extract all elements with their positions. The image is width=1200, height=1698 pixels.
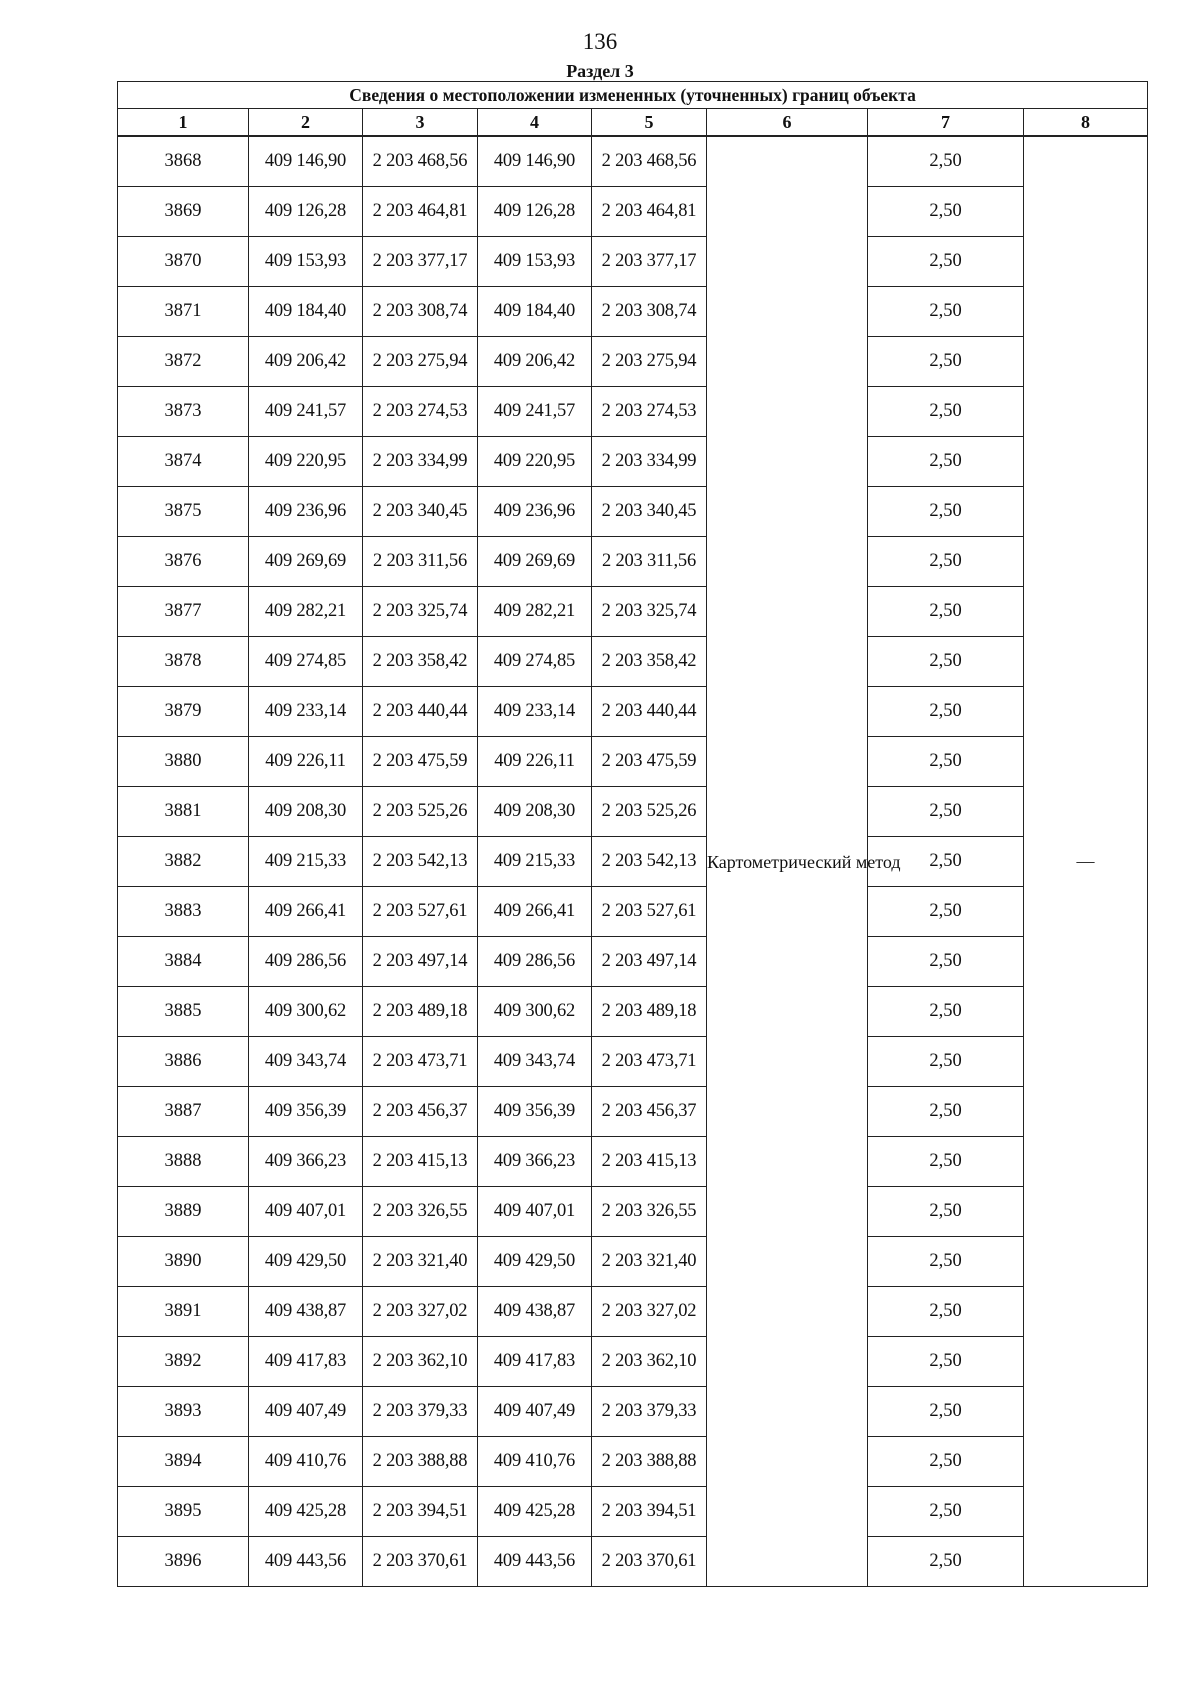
table-row (118, 537, 1148, 587)
x-new-cell: 409 215,33 (478, 837, 592, 887)
x-new-cell: 409 241,57 (478, 387, 592, 437)
accuracy-cell: 2,50 (868, 537, 1024, 587)
x-existing-cell: 409 126,28 (249, 187, 363, 237)
accuracy-cell: 2,50 (868, 587, 1024, 637)
page-number: 136 (582, 29, 618, 54)
accuracy-cell: 2,50 (868, 1337, 1024, 1387)
table-row (118, 487, 1148, 537)
x-existing-cell: 409 241,57 (249, 387, 363, 437)
y-existing-cell: 2 203 327,02 (363, 1287, 478, 1337)
column-number: 3 (363, 109, 478, 137)
y-existing-cell: 2 203 440,44 (363, 687, 478, 737)
table-row (118, 387, 1148, 437)
y-new-cell: 2 203 308,74 (592, 287, 707, 337)
table-row (118, 637, 1148, 687)
x-new-cell: 409 438,87 (478, 1287, 592, 1337)
x-existing-cell: 409 208,30 (249, 787, 363, 837)
y-new-cell: 2 203 456,37 (592, 1087, 707, 1137)
point-number-cell: 3880 (118, 737, 249, 787)
y-new-cell: 2 203 326,55 (592, 1187, 707, 1237)
point-number-cell: 3894 (118, 1437, 249, 1487)
accuracy-cell: 2,50 (868, 637, 1024, 687)
x-new-cell: 409 343,74 (478, 1037, 592, 1087)
table-row (118, 1537, 1148, 1587)
x-new-cell: 409 407,01 (478, 1187, 592, 1237)
y-existing-cell: 2 203 362,10 (363, 1337, 478, 1387)
x-existing-cell: 409 226,11 (249, 737, 363, 787)
y-new-cell: 2 203 362,10 (592, 1337, 707, 1387)
y-new-cell: 2 203 370,61 (592, 1537, 707, 1587)
point-number-cell: 3875 (118, 487, 249, 537)
y-new-cell: 2 203 275,94 (592, 337, 707, 387)
y-new-cell: 2 203 464,81 (592, 187, 707, 237)
method-cell: Картометрический метод (707, 136, 868, 1587)
y-new-cell: 2 203 340,45 (592, 487, 707, 537)
y-existing-cell: 2 203 377,17 (363, 237, 478, 287)
y-new-cell: 2 203 334,99 (592, 437, 707, 487)
point-number-cell: 3883 (118, 887, 249, 937)
point-number-cell: 3885 (118, 987, 249, 1037)
y-new-cell: 2 203 525,26 (592, 787, 707, 837)
y-new-cell: 2 203 327,02 (592, 1287, 707, 1337)
accuracy-cell: 2,50 (868, 837, 1024, 887)
x-existing-cell: 409 274,85 (249, 637, 363, 687)
x-new-cell: 409 236,96 (478, 487, 592, 537)
x-existing-cell: 409 438,87 (249, 1287, 363, 1337)
point-number-cell: 3892 (118, 1337, 249, 1387)
table-row (118, 1437, 1148, 1487)
y-existing-cell: 2 203 468,56 (363, 136, 478, 187)
x-new-cell: 409 443,56 (478, 1537, 592, 1587)
accuracy-cell: 2,50 (868, 937, 1024, 987)
table-row (118, 1487, 1148, 1537)
point-number-cell: 3874 (118, 437, 249, 487)
accuracy-cell: 2,50 (868, 1137, 1024, 1187)
y-new-cell: 2 203 415,13 (592, 1137, 707, 1187)
point-number-cell: 3871 (118, 287, 249, 337)
y-existing-cell: 2 203 311,56 (363, 537, 478, 587)
point-number-cell: 3891 (118, 1287, 249, 1337)
table-row (118, 1287, 1148, 1337)
accuracy-cell: 2,50 (868, 1187, 1024, 1237)
y-existing-cell: 2 203 473,71 (363, 1037, 478, 1087)
x-new-cell: 409 266,41 (478, 887, 592, 937)
x-existing-cell: 409 356,39 (249, 1087, 363, 1137)
point-number-cell: 3887 (118, 1087, 249, 1137)
y-existing-cell: 2 203 370,61 (363, 1537, 478, 1587)
y-existing-cell: 2 203 275,94 (363, 337, 478, 387)
accuracy-cell: 2,50 (868, 387, 1024, 437)
accuracy-cell: 2,50 (868, 887, 1024, 937)
y-new-cell: 2 203 468,56 (592, 136, 707, 187)
description-cell: — (1024, 136, 1148, 1587)
y-existing-cell: 2 203 489,18 (363, 987, 478, 1037)
x-existing-cell: 409 206,42 (249, 337, 363, 387)
table-row (118, 687, 1148, 737)
table-row (118, 737, 1148, 787)
accuracy-cell: 2,50 (868, 987, 1024, 1037)
table-row (118, 187, 1148, 237)
point-number-cell: 3878 (118, 637, 249, 687)
point-number-cell: 3868 (118, 136, 249, 187)
x-new-cell: 409 146,90 (478, 136, 592, 187)
point-number-cell: 3884 (118, 937, 249, 987)
point-number-cell: 3896 (118, 1537, 249, 1587)
accuracy-cell: 2,50 (868, 487, 1024, 537)
table-row (118, 1387, 1148, 1437)
accuracy-cell: 2,50 (868, 237, 1024, 287)
y-existing-cell: 2 203 497,14 (363, 937, 478, 987)
point-number-cell: 3881 (118, 787, 249, 837)
x-existing-cell: 409 417,83 (249, 1337, 363, 1387)
x-new-cell: 409 233,14 (478, 687, 592, 737)
y-existing-cell: 2 203 334,99 (363, 437, 478, 487)
table-body (118, 136, 1148, 1587)
x-new-cell: 409 286,56 (478, 937, 592, 987)
y-existing-cell: 2 203 326,55 (363, 1187, 478, 1237)
point-number-cell: 3882 (118, 837, 249, 887)
x-existing-cell: 409 236,96 (249, 487, 363, 537)
accuracy-cell: 2,50 (868, 1037, 1024, 1087)
y-new-cell: 2 203 377,17 (592, 237, 707, 287)
accuracy-cell: 2,50 (868, 1237, 1024, 1287)
y-new-cell: 2 203 321,40 (592, 1237, 707, 1287)
x-existing-cell: 409 184,40 (249, 287, 363, 337)
accuracy-cell: 2,50 (868, 1287, 1024, 1337)
table-row (118, 287, 1148, 337)
y-new-cell: 2 203 527,61 (592, 887, 707, 937)
x-new-cell: 409 206,42 (478, 337, 592, 387)
accuracy-cell: 2,50 (868, 1387, 1024, 1437)
y-existing-cell: 2 203 379,33 (363, 1387, 478, 1437)
column-number: 4 (478, 109, 592, 137)
column-number: 6 (707, 109, 868, 137)
y-new-cell: 2 203 473,71 (592, 1037, 707, 1087)
accuracy-cell: 2,50 (868, 1437, 1024, 1487)
point-number-cell: 3876 (118, 537, 249, 587)
y-existing-cell: 2 203 308,74 (363, 287, 478, 337)
y-new-cell: 2 203 497,14 (592, 937, 707, 987)
x-new-cell: 409 153,93 (478, 237, 592, 287)
y-new-cell: 2 203 325,74 (592, 587, 707, 637)
accuracy-cell: 2,50 (868, 787, 1024, 837)
y-existing-cell: 2 203 464,81 (363, 187, 478, 237)
x-new-cell: 409 226,11 (478, 737, 592, 787)
x-existing-cell: 409 215,33 (249, 837, 363, 887)
x-existing-cell: 409 233,14 (249, 687, 363, 737)
accuracy-cell: 2,50 (868, 1487, 1024, 1537)
x-new-cell: 409 208,30 (478, 787, 592, 837)
point-number-cell: 3893 (118, 1387, 249, 1437)
accuracy-cell: 2,50 (868, 1087, 1024, 1137)
x-new-cell: 409 366,23 (478, 1137, 592, 1187)
y-existing-cell: 2 203 274,53 (363, 387, 478, 437)
table-row (118, 1087, 1148, 1137)
y-new-cell: 2 203 379,33 (592, 1387, 707, 1437)
x-new-cell: 409 220,95 (478, 437, 592, 487)
coordinates-table (117, 81, 1148, 1587)
y-new-cell: 2 203 440,44 (592, 687, 707, 737)
y-new-cell: 2 203 542,13 (592, 837, 707, 887)
x-existing-cell: 409 220,95 (249, 437, 363, 487)
accuracy-cell: 2,50 (868, 737, 1024, 787)
x-existing-cell: 409 425,28 (249, 1487, 363, 1537)
point-number-cell: 3873 (118, 387, 249, 437)
table-row (118, 1337, 1148, 1387)
point-number-cell: 3870 (118, 237, 249, 287)
x-new-cell: 409 282,21 (478, 587, 592, 637)
table-row (118, 1137, 1148, 1187)
x-new-cell: 409 425,28 (478, 1487, 592, 1537)
column-number: 8 (1024, 109, 1148, 137)
column-number-row (118, 109, 1148, 137)
point-number-cell: 3877 (118, 587, 249, 637)
x-existing-cell: 409 300,62 (249, 987, 363, 1037)
table-caption: Сведения о местоположении измененных (уточненных) границ объекта (118, 82, 1148, 109)
accuracy-cell: 2,50 (868, 136, 1024, 187)
table-row (118, 787, 1148, 837)
table-row (118, 337, 1148, 387)
point-number-cell: 3886 (118, 1037, 249, 1087)
y-existing-cell: 2 203 321,40 (363, 1237, 478, 1287)
x-new-cell: 409 429,50 (478, 1237, 592, 1287)
x-existing-cell: 409 343,74 (249, 1037, 363, 1087)
y-existing-cell: 2 203 456,37 (363, 1087, 478, 1137)
y-new-cell: 2 203 358,42 (592, 637, 707, 687)
y-existing-cell: 2 203 394,51 (363, 1487, 478, 1537)
table-row (118, 587, 1148, 637)
point-number-cell: 3869 (118, 187, 249, 237)
y-new-cell: 2 203 475,59 (592, 737, 707, 787)
point-number-cell: 3890 (118, 1237, 249, 1287)
x-existing-cell: 409 269,69 (249, 537, 363, 587)
accuracy-cell: 2,50 (868, 287, 1024, 337)
section-title: Раздел 3 (566, 61, 634, 81)
x-existing-cell: 409 286,56 (249, 937, 363, 987)
x-new-cell: 409 184,40 (478, 287, 592, 337)
accuracy-cell: 2,50 (868, 437, 1024, 487)
y-existing-cell: 2 203 527,61 (363, 887, 478, 937)
table-row (118, 1187, 1148, 1237)
x-new-cell: 409 407,49 (478, 1387, 592, 1437)
y-new-cell: 2 203 388,88 (592, 1437, 707, 1487)
table-row (118, 136, 1148, 187)
y-existing-cell: 2 203 325,74 (363, 587, 478, 637)
point-number-cell: 3879 (118, 687, 249, 737)
x-existing-cell: 409 146,90 (249, 136, 363, 187)
accuracy-cell: 2,50 (868, 687, 1024, 737)
x-new-cell: 409 269,69 (478, 537, 592, 587)
y-existing-cell: 2 203 475,59 (363, 737, 478, 787)
x-new-cell: 409 410,76 (478, 1437, 592, 1487)
y-new-cell: 2 203 311,56 (592, 537, 707, 587)
accuracy-cell: 2,50 (868, 1537, 1024, 1587)
accuracy-cell: 2,50 (868, 187, 1024, 237)
x-existing-cell: 409 407,01 (249, 1187, 363, 1237)
table-row (118, 237, 1148, 287)
x-new-cell: 409 126,28 (478, 187, 592, 237)
table-row (118, 1037, 1148, 1087)
x-existing-cell: 409 407,49 (249, 1387, 363, 1437)
x-new-cell: 409 356,39 (478, 1087, 592, 1137)
y-new-cell: 2 203 274,53 (592, 387, 707, 437)
point-number-cell: 3872 (118, 337, 249, 387)
accuracy-cell: 2,50 (868, 337, 1024, 387)
table-row (118, 1237, 1148, 1287)
point-number-cell: 3889 (118, 1187, 249, 1237)
x-existing-cell: 409 282,21 (249, 587, 363, 637)
column-number: 5 (592, 109, 707, 137)
y-existing-cell: 2 203 388,88 (363, 1437, 478, 1487)
x-existing-cell: 409 410,76 (249, 1437, 363, 1487)
x-existing-cell: 409 153,93 (249, 237, 363, 287)
table-row (118, 937, 1148, 987)
column-number: 7 (868, 109, 1024, 137)
x-existing-cell: 409 429,50 (249, 1237, 363, 1287)
x-existing-cell: 409 266,41 (249, 887, 363, 937)
y-existing-cell: 2 203 525,26 (363, 787, 478, 837)
y-existing-cell: 2 203 358,42 (363, 637, 478, 687)
y-new-cell: 2 203 489,18 (592, 987, 707, 1037)
table-row (118, 437, 1148, 487)
point-number-cell: 3888 (118, 1137, 249, 1187)
y-new-cell: 2 203 394,51 (592, 1487, 707, 1537)
x-new-cell: 409 417,83 (478, 1337, 592, 1387)
table-row (118, 987, 1148, 1037)
column-number: 1 (118, 109, 249, 137)
column-number: 2 (249, 109, 363, 137)
x-existing-cell: 409 366,23 (249, 1137, 363, 1187)
y-existing-cell: 2 203 542,13 (363, 837, 478, 887)
x-new-cell: 409 274,85 (478, 637, 592, 687)
table-row (118, 837, 1148, 887)
y-existing-cell: 2 203 340,45 (363, 487, 478, 537)
y-existing-cell: 2 203 415,13 (363, 1137, 478, 1187)
x-existing-cell: 409 443,56 (249, 1537, 363, 1587)
x-new-cell: 409 300,62 (478, 987, 592, 1037)
table-row (118, 887, 1148, 937)
point-number-cell: 3895 (118, 1487, 249, 1537)
